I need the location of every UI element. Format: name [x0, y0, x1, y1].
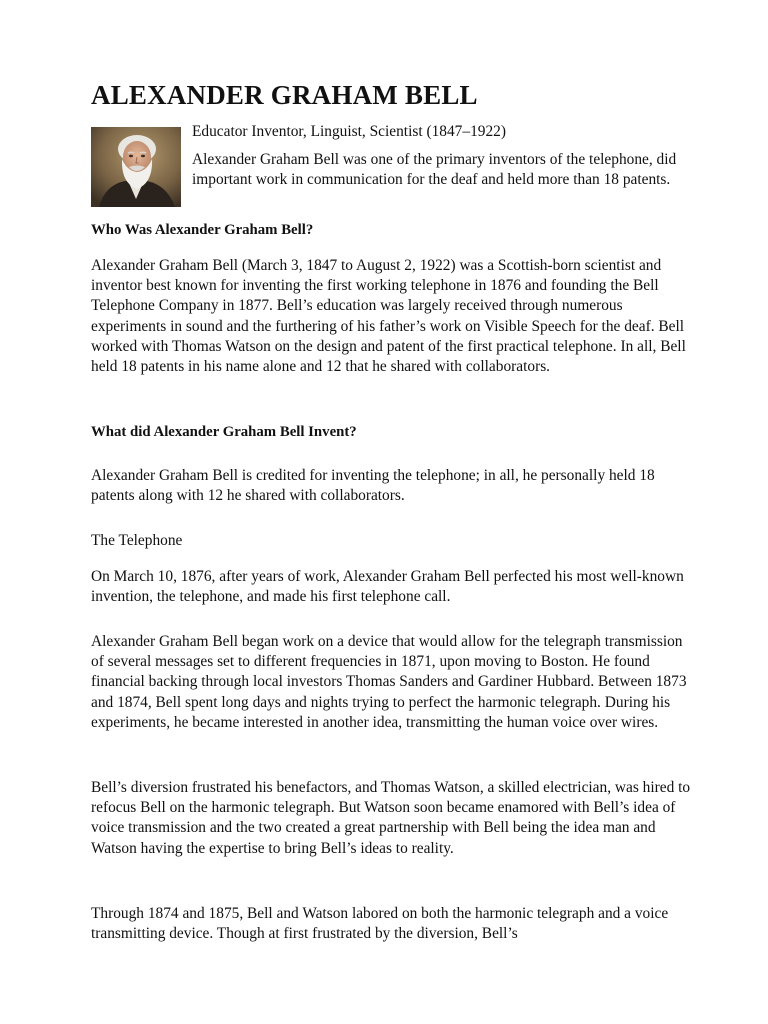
- intro-block: [192, 122, 682, 190]
- paragraph: Alexander Graham Bell (March 3, 1847 to August 2, 1922) was a Scottish-born scientist and inventor best known for inventing the first working telephone in 1876 and founding the Bell Telephone Company in 1877. Bell’s education was largely received through numerous experiments in sound and the furthering of his father’s work on Visible Speech for the deaf. Bell worked with Thomas Watson on the design and patent of the first practical telephone. In all, Bell held 18 patents in his name alone and 12 that he shared with collaborators.: [91, 257, 686, 376]
- subheading: The Telephone: [91, 532, 183, 549]
- portrait-image: [91, 127, 181, 207]
- section-invent: [91, 422, 691, 442]
- portrait-photo: [91, 127, 181, 207]
- paragraph: Bell’s diversion frustrated his benefactors, and Thomas Watson, a skilled electrician, was hired to refocus Bell on the harmonic telegraph. But Watson soon became enamored with Bell’s idea of voice transmission and the two created a great partnership with Bell being the idea man and Watson having the expertise to bring Bell’s ideas to reality.: [91, 779, 691, 857]
- telephone-paragraph-3: [91, 778, 691, 859]
- subtitle: Educator Inventor, Linguist, Scientist (1847–1922): [192, 123, 506, 140]
- section-who-body: [91, 256, 691, 377]
- paragraph: On March 10, 1876, after years of work, Alexander Graham Bell perfected his most well-known invention, the telephone, and made his first telephone call.: [91, 568, 684, 606]
- telephone-subheading-block: [91, 531, 691, 551]
- telephone-paragraph-1: [91, 567, 691, 607]
- section-heading: Who Was Alexander Graham Bell?: [91, 222, 314, 238]
- section-invent-body: [91, 466, 691, 506]
- section-who: [91, 220, 691, 240]
- telephone-paragraph-4: [91, 904, 691, 944]
- document-title: ALEXANDER GRAHAM BELL: [91, 80, 478, 110]
- section-heading: What did Alexander Graham Bell Invent?: [91, 424, 357, 440]
- paragraph: Alexander Graham Bell is credited for inventing the telephone; in all, he personally held 18 patents along with 12 he shared with collaborators.: [91, 467, 655, 505]
- summary: Alexander Graham Bell was one of the primary inventors of the telephone, did important work in communication for the deaf and held more than 18 patents.: [192, 151, 677, 188]
- telephone-paragraph-2: [91, 632, 691, 733]
- paragraph: Alexander Graham Bell began work on a device that would allow for the telegraph transmission of several messages set to different frequencies in 1871, upon moving to Boston. He found financial backing through local investors Thomas Sanders and Gardiner Hubbard. Between 1873 and 1874, Bell spent long days and nights trying to perfect the harmonic telegraph. During his experiments, he became interested in another idea, transmitting the human voice over wires.: [91, 633, 687, 731]
- paragraph: Through 1874 and 1875, Bell and Watson labored on both the harmonic telegraph and a voice transmitting device. Though at first frustrated by the diversion, Bell’s: [91, 905, 669, 943]
